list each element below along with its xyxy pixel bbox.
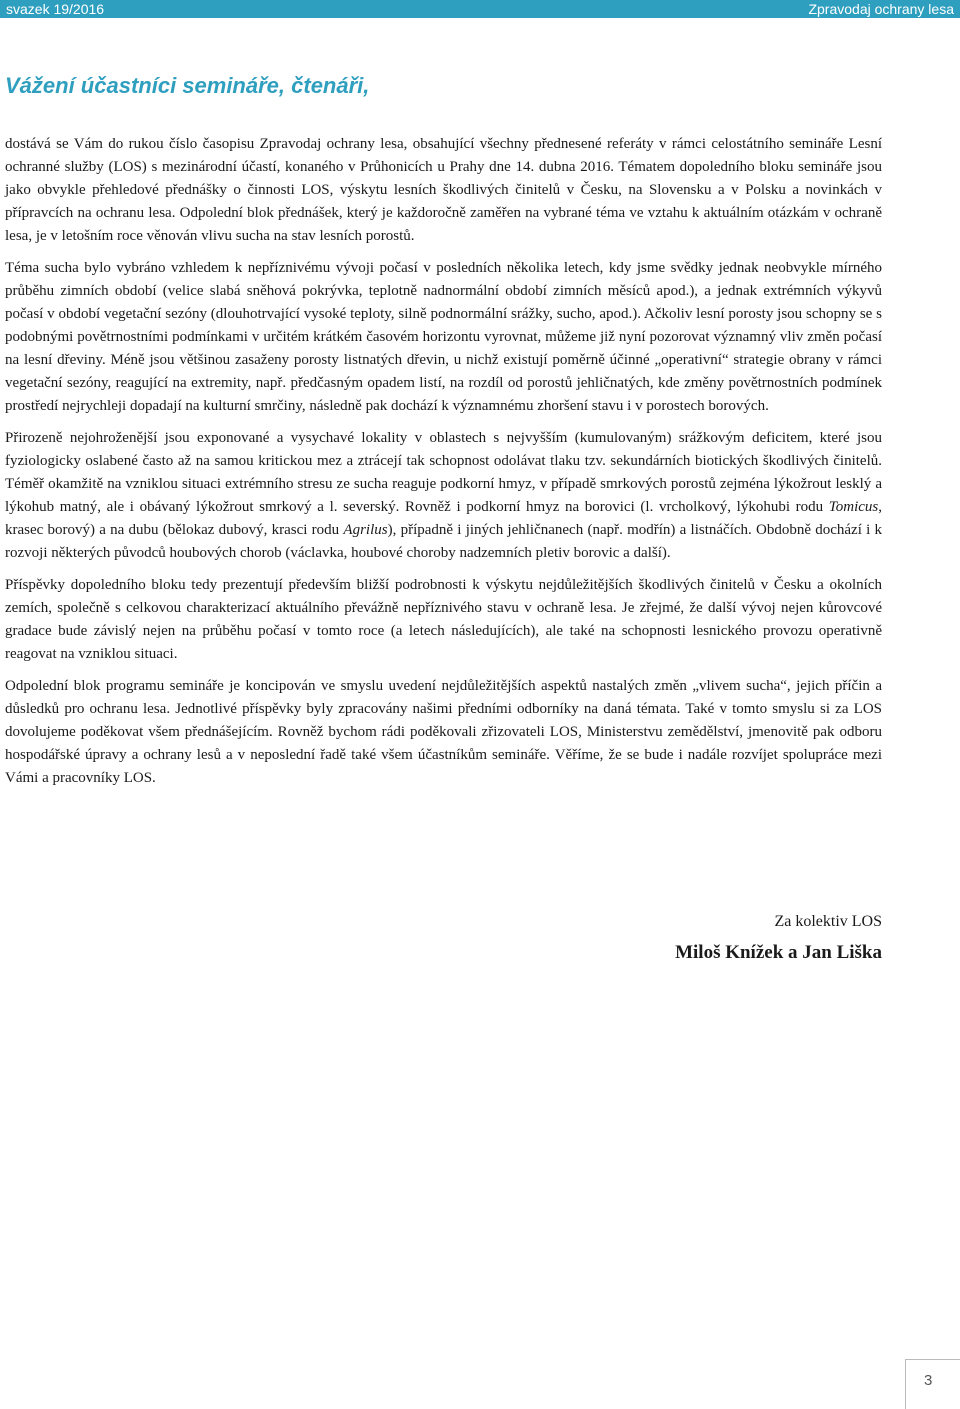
- paragraph: Odpolední blok programu semináře je koncipován ve smyslu uvedení nejdůležitějších aspektů nastalých změn „vlivem sucha“, jejich příčin a důsledků pro ochranu lesa. Jednotlivé příspěvky byly zpracovány našimi předními odborníky na daná témata. Také v tomto smyslu si za LOS dovolujeme poděkovat všem přednášejícím. Rovněž bychom rádi poděkovali zřizovateli LOS, Ministerstvu zemědělství, jmenovitě pak odboru hospodářské úpravy a ochrany lesů a v neposlední řadě také všem účastníkům semináře. Věříme, že se bude i nadále rozvíjet spolupráce mezi Vámi a pracovníky LOS.: [5, 678, 882, 786]
- paragraph-text: , krasec borový) a na dubu (bělokaz dubový, krasci rodu: [5, 499, 882, 538]
- paragraph: Příspěvky dopoledního bloku tedy prezentují především bližší podrobnosti k výskytu nejdůležitějších škodlivých činitelů v Česku a okolních zemích, společně s celkovou charakterizací aktuálního převážně nepříznivého stavu v ochraně lesa. Je zřejmé, že další vývoj nejen kůrovcové gradace bude závislý nejen na průběhu počasí v tomto roce (a letech následujících), ale také na schopnosti lesnického provozu operativně reagovat na vzniklou situaci.: [5, 577, 882, 662]
- page-number-box: [905, 1359, 960, 1409]
- signature-names: Miloš Knížek a Jan Liška: [675, 942, 882, 963]
- paragraph: Téma sucha bylo vybráno vzhledem k nepříznivému vývoji počasí v posledních několika letech, kdy jsme svědky jednak neobvykle mírného průběhu zimních období (velice slabá sněhová pokrývka, teplotně nadnormální období zimních měsíců apod.), a jednak extrémních výkyvů počasí v období vegetační sezóny (dlouhotrvající vysoké teploty, silně podnormální srážky, sucho, apod.). Ačkoliv lesní porosty jsou schopny se s podobnými povětrnostními podmínkami v určitém krátkém časovém horizontu vyrovnat, můžeme již nyní pozorovat významný vliv změn počasí na lesní dřeviny. Méně jsou většinou zasaženy porosty listnatých dřevin, u nichž existují poměrně účinné „operativní“ strategie obrany v rámci vegetační sezóny, reagující na extremity, např. předčasným opadem listí, na rozdíl od porostů jehličnatých, kde změny povětrnostních podmínek prostředí nejrychleji dopadají na kulturní smrčiny, následně pak dochází k významnému zhoršení stavu i v porostech borových.: [5, 260, 882, 414]
- page-number: 3: [924, 1372, 933, 1389]
- journal-name: Zpravodaj ochrany lesa: [808, 1, 954, 17]
- page-title: Vážení účastníci semináře, čtenáři,: [5, 73, 370, 98]
- genus-name: Agrilus: [343, 522, 388, 538]
- genus-name: Tomicus: [828, 499, 879, 515]
- issue-label: svazek 19/2016: [6, 1, 105, 17]
- paragraph-text: ), případně i jiných jehličnanech (např. modřín) a listnáčích. Obdobně dochází i k rozvoji některých původců houbových chorob (václavka, houbové choroby nadzemních pletiv borovic a další).: [5, 522, 882, 561]
- paragraph-text: Přirozeně nejohroženější jsou exponované a vysychavé lokality v oblastech s nejvyšším (kumulovaným) srážkovým deficitem, které jsou fyziologicky oslabené často až na samou kritickou mez a ztrácejí tak schopnost odolávat tlaku tzv. sekundárních biotických škodlivých činitelů. Téměř okamžitě na vzniklou situaci extrémního stresu ze sucha reaguje podkorní hmyz, v případě smrkových porostů zejména lýkožrout lesklý a lýkohub matný, ale i obávaný lýkožrout smrkový a l. severský. Rovněž i podkorní hmyz na borovici (l. vrcholkový, lýkohubi rodu: [5, 430, 882, 515]
- page-header: [0, 0, 960, 18]
- paragraph: dostává se Vám do rukou číslo časopisu Zpravodaj ochrany lesa, obsahující všechny přednesené referáty v rámci celostátního semináře Lesní ochranné služby (LOS) s mezinárodní účastí, konaného v Průhonicích u Prahy dne 14. dubna 2016. Tématem dopoledního bloku semináře jsou jako obvykle přehledové přednášky o činnosti LOS, výskytu lesních škodlivých činitelů v Česku, na Slovensku a v Polsku a novinkách v přípravcích na ochranu lesa. Odpolední blok přednášek, který je každoročně zaměřen na vybrané téma ve vztahu k aktuálním otázkám v ochraně lesa, je v letošním roce věnován vlivu sucha na stav lesních porostů.: [5, 136, 882, 244]
- paragraph: [5, 427, 882, 565]
- signature-line: Za kolektiv LOS: [774, 913, 882, 930]
- article-body: [5, 133, 882, 799]
